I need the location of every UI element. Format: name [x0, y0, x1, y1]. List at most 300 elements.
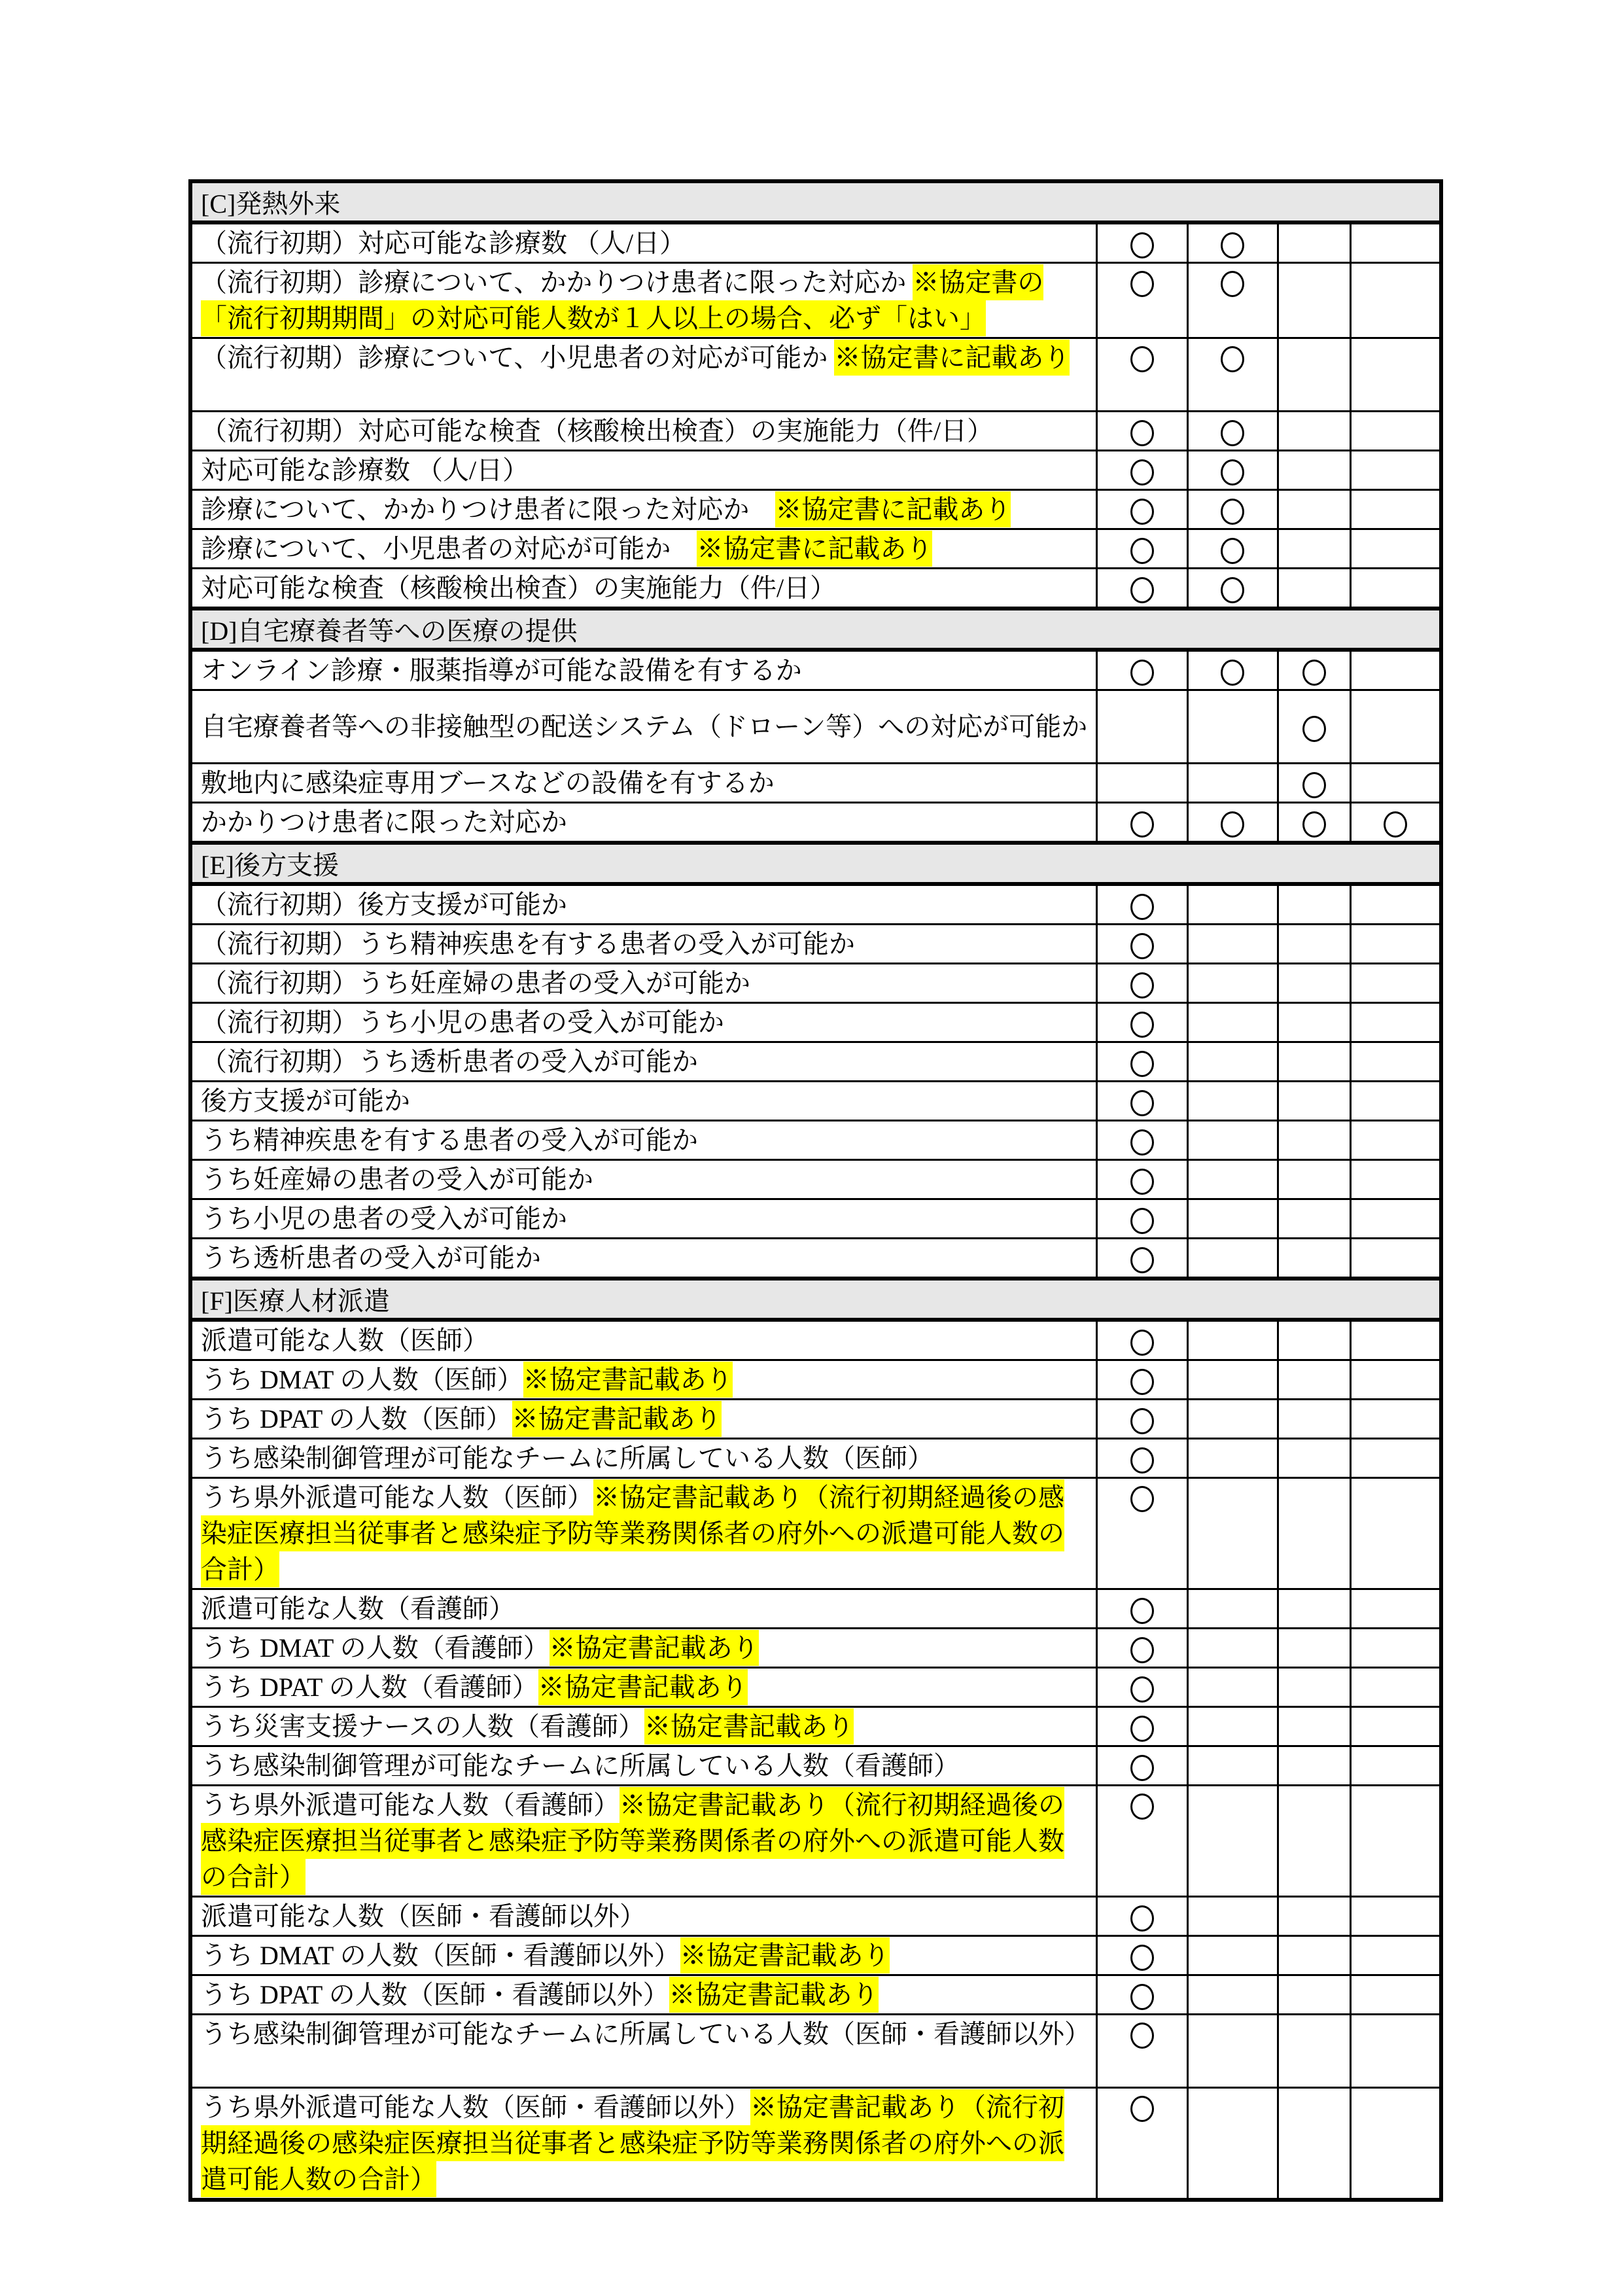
mark-cell — [1187, 2088, 1278, 2200]
item-label — [190, 569, 1096, 609]
mark-cell — [1187, 1707, 1278, 1746]
label-text: うち DMAT の人数（医師・看護師以外） — [201, 1941, 680, 1970]
mark-cell — [1350, 1003, 1441, 1042]
mark-cell — [1187, 1239, 1278, 1279]
mark-cell — [1096, 1439, 1187, 1478]
circle-mark — [1130, 1090, 1154, 1116]
label-text: うち感染制御管理が可能なチームに所属している人数（医師） — [201, 1443, 934, 1473]
table-row — [190, 338, 1441, 412]
label-text: 派遣可能な人数（医師・看護師以外） — [201, 1901, 646, 1931]
mark-cell — [1187, 1746, 1278, 1786]
mark-cell — [1096, 1121, 1187, 1160]
mark-cell — [1187, 490, 1278, 529]
label-text: うち県外派遣可能な人数（医師） — [201, 1483, 593, 1512]
circle-mark — [1302, 811, 1326, 838]
table-row — [190, 490, 1441, 529]
circle-mark — [1130, 1984, 1154, 2010]
mark-cell — [1278, 1897, 1350, 1936]
section-title: [C]発熱外来 — [190, 181, 1441, 222]
mark-cell — [1278, 1746, 1350, 1786]
label-text: うち災害支援ナースの人数（看護師） — [201, 1712, 644, 1741]
section-title: [F]医療人材派遣 — [190, 1279, 1441, 1320]
mark-cell — [1350, 1478, 1441, 1589]
item-label — [190, 1239, 1096, 1279]
mark-cell — [1350, 1360, 1441, 1400]
mark-cell — [1278, 1936, 1350, 1975]
label-text: うち感染制御管理が可能なチームに所属している人数（看護師） — [201, 1751, 960, 1780]
mark-cell — [1350, 803, 1441, 843]
section-header-row — [190, 609, 1441, 650]
circle-mark — [1130, 1637, 1154, 1663]
mark-cell — [1278, 569, 1350, 609]
label-text: うち妊産婦の患者の受入が可能か — [201, 1165, 593, 1194]
mark-cell — [1187, 263, 1278, 338]
table-row — [190, 1668, 1441, 1707]
table-row — [190, 1003, 1441, 1042]
mark-cell — [1278, 1400, 1350, 1439]
label-text: 派遣可能な人数（看護師） — [201, 1594, 515, 1623]
mark-cell — [1187, 529, 1278, 569]
mark-cell — [1278, 222, 1350, 263]
mark-cell — [1096, 1746, 1187, 1786]
mark-cell — [1096, 2088, 1187, 2200]
mark-cell — [1350, 690, 1441, 764]
table-row — [190, 690, 1441, 764]
mark-cell — [1096, 690, 1187, 764]
mark-cell — [1096, 650, 1187, 690]
table-row — [190, 650, 1441, 690]
item-label — [190, 1160, 1096, 1199]
table-row — [190, 1199, 1441, 1239]
highlighted-note: ※協定書記載あり — [644, 1708, 854, 1744]
mark-cell — [1096, 1042, 1187, 1082]
item-label — [190, 1003, 1096, 1042]
section-title: [E]後方支援 — [190, 843, 1441, 884]
mark-cell — [1350, 1320, 1441, 1360]
table-row — [190, 1746, 1441, 1786]
mark-cell — [1187, 412, 1278, 451]
item-label — [190, 964, 1096, 1003]
mark-cell — [1278, 803, 1350, 843]
table-row — [190, 1707, 1441, 1746]
mark-cell — [1350, 1975, 1441, 2015]
mark-cell — [1187, 1936, 1278, 1975]
item-label — [190, 925, 1096, 964]
circle-mark — [1221, 459, 1244, 486]
circle-mark — [1130, 811, 1154, 838]
label-text: うち DMAT の人数（医師） — [201, 1365, 523, 1394]
circle-mark — [1384, 811, 1407, 838]
label-text: うち DPAT の人数（医師・看護師以外） — [201, 1980, 669, 2009]
table-row — [190, 569, 1441, 609]
item-label — [190, 1975, 1096, 2015]
label-text: （流行初期）診療について、小児患者の対応が可能か — [201, 343, 835, 372]
item-label — [190, 1746, 1096, 1786]
mark-cell — [1350, 1936, 1441, 1975]
label-text: （流行初期）後方支援が可能か — [201, 890, 567, 919]
mark-cell — [1278, 1082, 1350, 1121]
mark-cell — [1096, 1320, 1187, 1360]
mark-cell — [1187, 1121, 1278, 1160]
mark-cell — [1278, 338, 1350, 412]
label-text: （流行初期）対応可能な検査（核酸検出検査）の実施能力（件/日） — [201, 416, 994, 446]
mark-cell — [1278, 964, 1350, 1003]
circle-mark — [1130, 1598, 1154, 1624]
mark-cell — [1096, 1897, 1187, 1936]
mark-cell — [1350, 412, 1441, 451]
label-text: かかりつけ患者に限った対応か — [201, 807, 567, 837]
mark-cell — [1187, 1629, 1278, 1668]
mark-cell — [1350, 650, 1441, 690]
mark-cell — [1278, 1975, 1350, 2015]
mark-cell — [1187, 2015, 1278, 2088]
mark-cell — [1187, 1478, 1278, 1589]
mark-cell — [1187, 1786, 1278, 1897]
mark-cell — [1096, 1199, 1187, 1239]
circle-mark — [1302, 772, 1326, 798]
label-text: 診療について、かかりつけ患者に限った対応か — [201, 495, 776, 524]
label-text: （流行初期）うち精神疾患を有する患者の受入が可能か — [201, 929, 855, 959]
mark-cell — [1350, 1897, 1441, 1936]
mark-cell — [1350, 338, 1441, 412]
mark-cell — [1278, 1360, 1350, 1400]
item-label — [190, 884, 1096, 925]
mark-cell — [1096, 1478, 1187, 1589]
circle-mark — [1130, 1169, 1154, 1195]
mark-cell — [1350, 1589, 1441, 1629]
mark-cell — [1350, 263, 1441, 338]
mark-cell — [1096, 884, 1187, 925]
table-row — [190, 1975, 1441, 2015]
mark-cell — [1350, 884, 1441, 925]
label-text: 派遣可能な人数（医師） — [201, 1326, 489, 1355]
label-text: オンライン診療・服薬指導が可能な設備を有するか — [201, 656, 802, 685]
mark-cell — [1096, 338, 1187, 412]
section-header-row — [190, 1279, 1441, 1320]
mark-cell — [1278, 1629, 1350, 1668]
item-label — [190, 1082, 1096, 1121]
circle-mark — [1130, 1793, 1154, 1820]
item-label — [190, 263, 1096, 338]
mark-cell — [1096, 529, 1187, 569]
table-row — [190, 1786, 1441, 1897]
mark-cell — [1096, 1400, 1187, 1439]
circle-mark — [1130, 1486, 1154, 1512]
mark-cell — [1187, 1589, 1278, 1629]
circle-mark — [1130, 459, 1154, 486]
mark-cell — [1278, 1160, 1350, 1199]
label-text: （流行初期）うち妊産婦の患者の受入が可能か — [201, 968, 750, 998]
circle-mark — [1302, 660, 1326, 686]
circle-mark — [1130, 271, 1154, 297]
highlighted-note: ※協定書に記載あり — [697, 531, 932, 567]
mark-cell — [1187, 1082, 1278, 1121]
label-text: （流行初期）対応可能な診療数 （人/日） — [201, 228, 686, 258]
item-label — [190, 529, 1096, 569]
mark-cell — [1278, 2088, 1350, 2200]
mark-cell — [1278, 529, 1350, 569]
mark-cell — [1350, 490, 1441, 529]
mark-cell — [1187, 690, 1278, 764]
circle-mark — [1130, 1012, 1154, 1038]
item-label — [190, 650, 1096, 690]
mark-cell — [1278, 690, 1350, 764]
section-header-row — [190, 181, 1441, 222]
circle-mark — [1130, 499, 1154, 525]
circle-mark — [1130, 1447, 1154, 1474]
circle-mark — [1130, 972, 1154, 998]
label-text: うち県外派遣可能な人数（看護師） — [201, 1790, 620, 1820]
highlighted-note: ※協定書記載あり（流行初期経過後の感染症医療担当従事者と感染症予防等業務関係者の府外への派遣可能人数の合計） — [201, 2089, 1064, 2197]
mark-cell — [1350, 222, 1441, 263]
item-label — [190, 1121, 1096, 1160]
mark-cell — [1187, 764, 1278, 803]
table-row — [190, 263, 1441, 338]
mark-cell — [1096, 412, 1187, 451]
table-row — [190, 1082, 1441, 1121]
highlighted-note: ※協定書に記載あり — [834, 340, 1070, 376]
mark-cell — [1350, 964, 1441, 1003]
mark-cell — [1278, 764, 1350, 803]
mark-cell — [1350, 1746, 1441, 1786]
item-label — [190, 1897, 1096, 1936]
highlighted-note: ※協定書記載あり（流行初期経過後の感染症医療担当従事者と感染症予防等業務関係者の府外への派遣可能人数の合計） — [201, 1479, 1064, 1587]
mark-cell — [1350, 529, 1441, 569]
circle-mark — [1130, 577, 1154, 603]
circle-mark — [1130, 1051, 1154, 1077]
mark-cell — [1278, 1239, 1350, 1279]
mark-cell — [1278, 1121, 1350, 1160]
circle-mark — [1130, 346, 1154, 372]
mark-cell — [1187, 650, 1278, 690]
highlighted-note: ※協定書に記載あり — [775, 491, 1011, 527]
circle-mark — [1130, 1716, 1154, 1742]
table-row — [190, 1042, 1441, 1082]
mark-cell — [1187, 964, 1278, 1003]
mark-cell — [1096, 1082, 1187, 1121]
mark-cell — [1278, 1786, 1350, 1897]
table-row — [190, 412, 1441, 451]
table-row — [190, 1439, 1441, 1478]
mark-cell — [1350, 2088, 1441, 2200]
mark-cell — [1096, 490, 1187, 529]
label-text: うち精神疾患を有する患者の受入が可能か — [201, 1125, 698, 1155]
mark-cell — [1278, 1003, 1350, 1042]
label-text: うち県外派遣可能な人数（医師・看護師以外） — [201, 2093, 750, 2122]
mark-cell — [1096, 764, 1187, 803]
mark-cell — [1350, 1668, 1441, 1707]
item-label — [190, 1668, 1096, 1707]
table-row — [190, 529, 1441, 569]
mark-cell — [1187, 1320, 1278, 1360]
mark-cell — [1350, 1239, 1441, 1279]
label-text: 敷地内に感染症専用ブースなどの設備を有するか — [201, 768, 775, 798]
mark-cell — [1187, 1199, 1278, 1239]
circle-mark — [1130, 660, 1154, 686]
checklist-table — [188, 179, 1443, 2202]
highlighted-note: ※協定書記載あり — [538, 1669, 748, 1705]
label-text: 対応可能な診療数 （人/日） — [201, 455, 529, 485]
table-row — [190, 1897, 1441, 1936]
circle-mark — [1302, 716, 1326, 742]
mark-cell — [1096, 1160, 1187, 1199]
table-row — [190, 1239, 1441, 1279]
mark-cell — [1187, 1160, 1278, 1199]
mark-cell — [1187, 803, 1278, 843]
mark-cell — [1350, 1121, 1441, 1160]
circle-mark — [1221, 660, 1244, 686]
label-text: うち DPAT の人数（医師） — [201, 1404, 512, 1434]
mark-cell — [1278, 1478, 1350, 1589]
table-row — [190, 1360, 1441, 1400]
mark-cell — [1096, 451, 1187, 490]
table-row — [190, 1121, 1441, 1160]
mark-cell — [1187, 1897, 1278, 1936]
label-text: 診療について、小児患者の対応が可能か — [201, 534, 697, 563]
label-text: うち感染制御管理が可能なチームに所属している人数（医師・看護師以外） — [201, 2019, 1091, 2049]
table-row — [190, 2088, 1441, 2200]
mark-cell — [1350, 569, 1441, 609]
circle-mark — [1130, 2022, 1154, 2049]
circle-mark — [1130, 1905, 1154, 1932]
circle-mark — [1221, 499, 1244, 525]
table-row — [190, 1629, 1441, 1668]
mark-cell — [1096, 222, 1187, 263]
table-row — [190, 1320, 1441, 1360]
mark-cell — [1096, 1975, 1187, 2015]
circle-mark — [1130, 894, 1154, 920]
mark-cell — [1350, 1160, 1441, 1199]
item-label — [190, 764, 1096, 803]
mark-cell — [1096, 1936, 1187, 1975]
item-label — [190, 2088, 1096, 2200]
table-row — [190, 1160, 1441, 1199]
label-text: うち透析患者の受入が可能か — [201, 1243, 541, 1273]
circle-mark — [1221, 811, 1244, 838]
item-label — [190, 1786, 1096, 1897]
table-row — [190, 1400, 1441, 1439]
item-label — [190, 338, 1096, 412]
item-label — [190, 1707, 1096, 1746]
circle-mark — [1130, 1129, 1154, 1156]
section-title: [D]自宅療養者等への医療の提供 — [190, 609, 1441, 650]
label-text: 後方支援が可能か — [201, 1086, 410, 1116]
item-label — [190, 1320, 1096, 1360]
item-label — [190, 1478, 1096, 1589]
mark-cell — [1096, 803, 1187, 843]
mark-cell — [1350, 1629, 1441, 1668]
circle-mark — [1130, 1369, 1154, 1395]
circle-mark — [1130, 1755, 1154, 1781]
mark-cell — [1278, 884, 1350, 925]
circle-mark — [1130, 1676, 1154, 1703]
mark-cell — [1187, 569, 1278, 609]
mark-cell — [1278, 1439, 1350, 1478]
table-row — [190, 764, 1441, 803]
section-header-row — [190, 843, 1441, 884]
table-row — [190, 964, 1441, 1003]
mark-cell — [1096, 2015, 1187, 2088]
mark-cell — [1350, 1707, 1441, 1746]
mark-cell — [1278, 925, 1350, 964]
mark-cell — [1187, 338, 1278, 412]
mark-cell — [1278, 1589, 1350, 1629]
item-label — [190, 690, 1096, 764]
mark-cell — [1278, 1199, 1350, 1239]
item-label — [190, 222, 1096, 263]
circle-mark — [1130, 1208, 1154, 1234]
mark-cell — [1350, 1786, 1441, 1897]
mark-cell — [1278, 490, 1350, 529]
circle-mark — [1130, 933, 1154, 959]
mark-cell — [1187, 925, 1278, 964]
label-text: 対応可能な検査（核酸検出検査）の実施能力（件/日） — [201, 573, 837, 603]
mark-cell — [1278, 412, 1350, 451]
circle-mark — [1130, 538, 1154, 564]
mark-cell — [1278, 451, 1350, 490]
mark-cell — [1278, 650, 1350, 690]
table-row — [190, 451, 1441, 490]
label-text: うち DMAT の人数（看護師） — [201, 1633, 550, 1663]
circle-mark — [1221, 420, 1244, 446]
circle-mark — [1221, 232, 1244, 258]
item-label — [190, 1629, 1096, 1668]
item-label — [190, 1199, 1096, 1239]
mark-cell — [1096, 925, 1187, 964]
mark-cell — [1096, 1629, 1187, 1668]
highlighted-note: ※協定書の「流行初期期間」の対応可能人数が１人以上の場合、必ず「はい」 — [201, 264, 1043, 336]
circle-mark — [1130, 1408, 1154, 1434]
mark-cell — [1096, 1668, 1187, 1707]
mark-cell — [1350, 764, 1441, 803]
mark-cell — [1096, 964, 1187, 1003]
mark-cell — [1350, 1199, 1441, 1239]
mark-cell — [1278, 1320, 1350, 1360]
item-label — [190, 451, 1096, 490]
circle-mark — [1130, 2096, 1154, 2122]
mark-cell — [1187, 1400, 1278, 1439]
mark-cell — [1096, 569, 1187, 609]
highlighted-note: ※協定書記載あり — [512, 1401, 722, 1437]
mark-cell — [1187, 884, 1278, 925]
item-label — [190, 1439, 1096, 1478]
circle-mark — [1130, 232, 1154, 258]
circle-mark — [1221, 577, 1244, 603]
table-row — [190, 803, 1441, 843]
circle-mark — [1130, 1330, 1154, 1356]
table-row — [190, 1478, 1441, 1589]
mark-cell — [1096, 1707, 1187, 1746]
mark-cell — [1096, 1239, 1187, 1279]
label-text: （流行初期）うち小児の患者の受入が可能か — [201, 1008, 724, 1037]
mark-cell — [1187, 1360, 1278, 1400]
circle-mark — [1221, 538, 1244, 564]
mark-cell — [1278, 1668, 1350, 1707]
item-label — [190, 412, 1096, 451]
mark-cell — [1278, 2015, 1350, 2088]
circle-mark — [1130, 1247, 1154, 1273]
mark-cell — [1096, 1003, 1187, 1042]
table-row — [190, 1936, 1441, 1975]
mark-cell — [1350, 925, 1441, 964]
mark-cell — [1096, 263, 1187, 338]
highlighted-note: ※協定書記載あり — [523, 1362, 733, 1398]
item-label — [190, 1400, 1096, 1439]
mark-cell — [1187, 1975, 1278, 2015]
table-row — [190, 222, 1441, 263]
label-text: うち小児の患者の受入が可能か — [201, 1204, 567, 1233]
mark-cell — [1350, 1439, 1441, 1478]
